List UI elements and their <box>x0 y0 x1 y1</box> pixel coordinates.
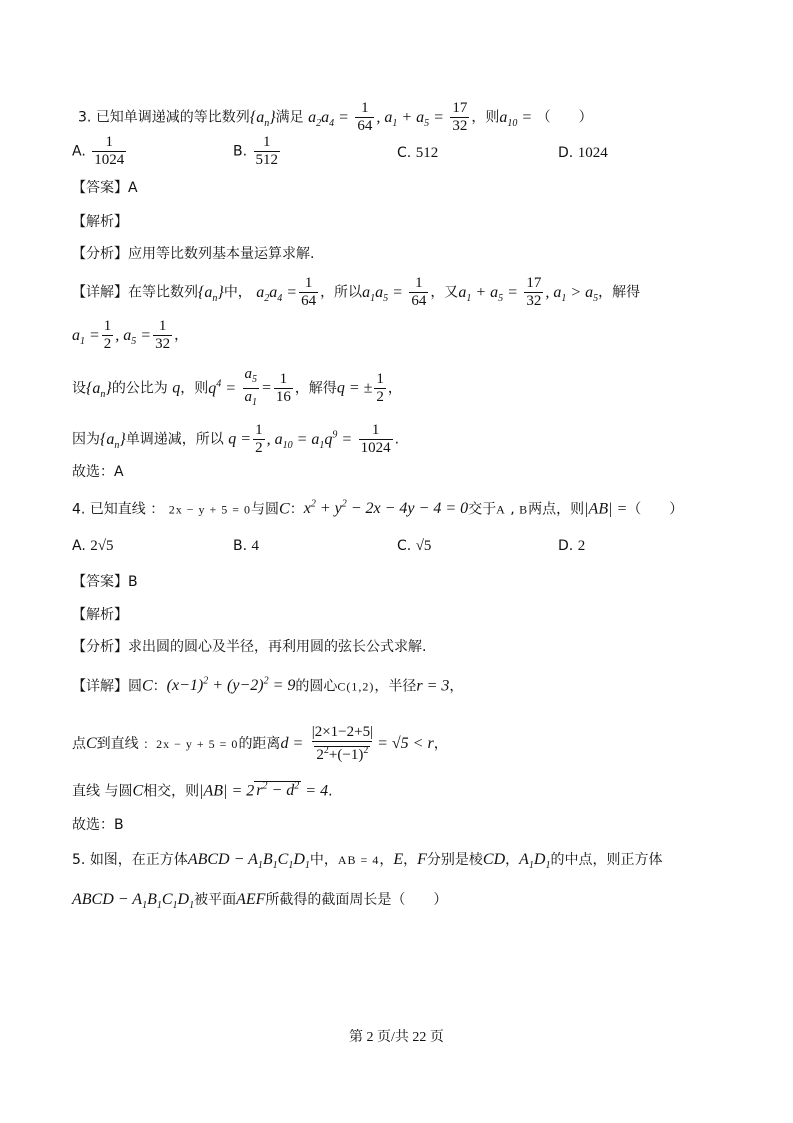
option-value: 2√5 <box>90 538 114 554</box>
text: 圆 <box>128 678 142 695</box>
answer-value: A <box>128 180 138 196</box>
text: ， <box>505 852 520 868</box>
q4-option-b <box>233 538 259 555</box>
q3-number: 3. <box>78 109 92 126</box>
expr: $q^4$ = <box>208 378 237 397</box>
q4-stem: 4. 已知直线 ： 2x − y + 5 = 0与圆C：$x^2 + y^2 - 2x - 4y - 4 = 0$交于A , B两点，则|AB| =（ ） <box>72 499 684 518</box>
q4-number: 4. <box>72 501 86 518</box>
fenxi-tag: 【分析】 <box>72 246 128 262</box>
text: ， <box>174 327 189 344</box>
text: ，则 <box>180 380 209 397</box>
frac-1-2: $\frac{1}{2}$ <box>255 422 263 456</box>
expr: , $a_5$ = <box>115 326 152 347</box>
expr: = <box>261 379 272 397</box>
text: 设 <box>72 380 86 397</box>
text: ，又 <box>430 284 459 301</box>
fenxi-tag: 【分析】 <box>72 639 128 655</box>
q4-blank: （ ） <box>627 501 684 518</box>
text: 中， <box>309 852 338 868</box>
frac-1-1024: $\frac{1}{1024}$ <box>360 422 391 456</box>
frac-17-32: $\frac{17}{32}$ <box>526 275 542 309</box>
q4-option-d <box>558 538 585 555</box>
frac-1-2: $\frac{1}{2}$ <box>376 371 384 405</box>
option-frac <box>254 134 281 169</box>
text: 单调递减，所以 <box>125 431 224 448</box>
fenxi-text: 求出圆的圆心及半径，再利用圆的弦长公式求解. <box>128 639 427 655</box>
cube: ABCD − $A_1B_1C_1D_1$ <box>187 851 310 872</box>
frac-num: 1 <box>105 134 113 150</box>
answer-value: B <box>128 574 138 590</box>
center: C(1,2) <box>337 679 375 694</box>
text: ， <box>449 678 464 695</box>
q3-option-c <box>397 145 438 162</box>
option-label: B. <box>233 143 248 160</box>
fenxi-text: 应用等比数列基本量运算求解. <box>128 246 315 262</box>
frac-a5-a1: $\frac{a_5}{a_1}$ <box>243 366 260 411</box>
option-label: A. <box>72 538 86 554</box>
text: 被平面 <box>194 892 237 908</box>
text: ，解得 <box>294 380 337 397</box>
frac-17-32: $\frac{17}{32}$ <box>452 100 468 134</box>
edge-a1d1: $A_1D_1$ <box>519 851 551 872</box>
circle-eq: C <box>279 500 290 518</box>
q4-xiangjie-line2 <box>72 724 448 764</box>
frac-1-2: $\frac{1}{2}$ <box>103 318 112 352</box>
frac-num: 1 <box>263 134 271 150</box>
q3-cond2: , $a_1 + a_5$ = <box>376 108 444 129</box>
expr: r = 3 <box>416 677 450 695</box>
q4-fenxi <box>72 637 426 657</box>
text: 在等比数列 <box>128 284 198 301</box>
circle-eq: $x^2 + y^2 - 2x - 4y - 4 = 0$ <box>303 499 469 518</box>
frac-distance: $\frac{|2\times 1-2+5|}{2^2+(-1)^2}$ <box>311 724 374 763</box>
expr: , $a_1 > a_5$ <box>545 283 599 304</box>
q3-option-d <box>558 145 608 162</box>
q3-blank: （ ） <box>536 109 593 126</box>
text: ， <box>433 736 448 752</box>
q3-text: 已知单调递减的等比数列 <box>95 109 250 126</box>
seq-an: $\{a_n\}$ <box>198 283 224 304</box>
q3-conclusion: 故选：A <box>72 464 124 480</box>
expr: $(x-1)^2 + (y-2)^2 = 9$ <box>166 676 296 695</box>
text: 中， <box>223 284 252 301</box>
option-label: D. <box>558 538 574 554</box>
expr: q = ± <box>336 379 373 397</box>
text: 如图，在正方体 <box>89 852 188 868</box>
frac-1-64: $\frac{1}{64}$ <box>357 100 373 134</box>
q5-stem-line1 <box>72 850 662 876</box>
q3-xiangjie-line1 <box>72 275 640 310</box>
text: . <box>394 431 400 448</box>
expr: $a_2a_4$ = <box>256 283 298 304</box>
frac-1-64: $\frac{1}{64}$ <box>411 275 427 309</box>
text: 的圆心 <box>295 678 338 695</box>
text: 所截得的截面周长是（ ） <box>265 892 448 908</box>
text: ： <box>289 501 304 518</box>
circle-c: C <box>142 677 153 695</box>
point-b: B <box>519 502 529 517</box>
ab-length: AB = 4 <box>337 853 380 867</box>
text: 的中点，则正方体 <box>550 852 663 868</box>
q4-answer <box>72 572 138 592</box>
seq-an: $\{a_n\}$ <box>86 379 112 400</box>
text: ， <box>379 852 394 868</box>
text: . <box>328 783 333 800</box>
q4-xiangjie-line1 <box>72 672 463 696</box>
text: 交于 <box>468 501 497 518</box>
option-value: √5 <box>415 538 432 554</box>
frac-1-16: $\frac{1}{16}$ <box>275 371 291 405</box>
point-a: A <box>496 502 506 517</box>
xiangjie-tag: 【详解】 <box>72 284 128 301</box>
option-value: 1024 <box>577 145 608 161</box>
option-label: C. <box>397 538 412 554</box>
text: ： <box>150 501 165 518</box>
expr: = √5 < r <box>377 735 434 752</box>
text: 已知直线 <box>89 501 146 518</box>
q4-xiangjie-line3 <box>72 777 333 801</box>
plane-aef: AEF <box>236 891 266 908</box>
q3-target: $a_{10}$ = <box>499 108 533 129</box>
frac-1-32: $\frac{1}{32}$ <box>155 318 171 352</box>
q3-cond1: $a_2a_4$ = <box>308 108 349 129</box>
text: 分别是棱 <box>426 852 483 868</box>
option-label: A. <box>72 143 86 160</box>
expr: $a_1$ = <box>72 326 100 347</box>
seq-an: $\{a_n\}$ <box>100 430 126 451</box>
text: ，半径 <box>374 678 417 695</box>
answer-tag: 【答案】 <box>72 574 128 590</box>
q4-option-c <box>397 538 431 555</box>
option-value: 512 <box>415 145 439 161</box>
q3-answer <box>72 178 138 198</box>
point-c: C <box>86 735 97 752</box>
option-frac <box>92 134 126 169</box>
expr: $a_1a_5$ = <box>362 283 403 304</box>
text: 到直线 <box>96 736 139 752</box>
text: 的公比为 <box>111 380 168 397</box>
q3-xiangjie-line4 <box>72 422 399 457</box>
text: ，所以 <box>320 284 363 301</box>
text: ， <box>387 380 402 397</box>
text: 相交，则 <box>143 783 200 800</box>
expr: |AB| = 2 $r^2 - d^2 = 4$ <box>199 781 329 800</box>
point-e: E <box>393 851 404 868</box>
text: 因为 <box>72 431 100 448</box>
text: ，解得 <box>598 284 641 301</box>
text: 两点，则 <box>528 501 585 518</box>
text: 与圆 <box>104 783 133 800</box>
text: 直线 <box>72 783 100 800</box>
q4-conclusion: 故选：B <box>72 817 124 833</box>
q3-text-b: 满足 <box>275 109 304 126</box>
q3-jiexi: 【解析】 <box>72 214 128 230</box>
frac-den: 1024 <box>94 152 125 168</box>
page-footer: 第 2 页/共 22 页 <box>349 1030 444 1045</box>
q5-stem-line2 <box>72 890 447 916</box>
text: 的距离 <box>238 736 281 752</box>
q-var: q <box>172 379 181 397</box>
q3-xiangjie-line2 <box>72 318 188 353</box>
expr: $a_1 + a_5$ = <box>458 283 518 304</box>
option-label: D. <box>558 145 574 161</box>
expr: , $a_{10} = a_1q^9$ = <box>266 429 353 451</box>
text: ： <box>152 678 167 695</box>
answer-tag: 【答案】 <box>72 180 128 196</box>
q3-option-b <box>233 134 282 169</box>
edge-cd: CD <box>482 851 506 868</box>
circle-c: C <box>132 782 144 800</box>
expr: q = <box>228 430 252 448</box>
line-equation: ：2x − y + 5 = 0 <box>143 737 239 751</box>
text: ， <box>403 852 418 868</box>
q3-option-a <box>72 134 128 169</box>
seq-an: $\{a_n\}$ <box>249 108 276 129</box>
text: 与圆 <box>251 501 280 518</box>
q4-option-a <box>72 538 113 555</box>
point-f: F <box>417 851 427 868</box>
frac-1-64: $\frac{1}{64}$ <box>301 275 317 309</box>
frac-den: 512 <box>255 152 279 168</box>
option-label: C. <box>397 145 412 161</box>
q3-text-c: ，则 <box>471 109 500 126</box>
option-label: B. <box>233 538 248 554</box>
q3-xiangjie-line3 <box>72 366 402 411</box>
q4-jiexi: 【解析】 <box>72 607 128 623</box>
cube: ABCD − $A_1B_1C_1D_1$ <box>72 891 195 912</box>
expr: d = <box>280 735 304 752</box>
option-value: 2 <box>577 538 586 554</box>
q3-stem <box>78 100 593 135</box>
text: 点 <box>72 736 86 752</box>
line-equation: 2x − y + 5 = 0 <box>168 502 252 517</box>
option-value: 4 <box>251 538 260 554</box>
xiangjie-tag: 【详解】 <box>72 678 128 695</box>
q5-number: 5. <box>72 852 86 868</box>
q3-fenxi <box>72 244 314 264</box>
chord-ab: |AB| = <box>584 500 628 518</box>
